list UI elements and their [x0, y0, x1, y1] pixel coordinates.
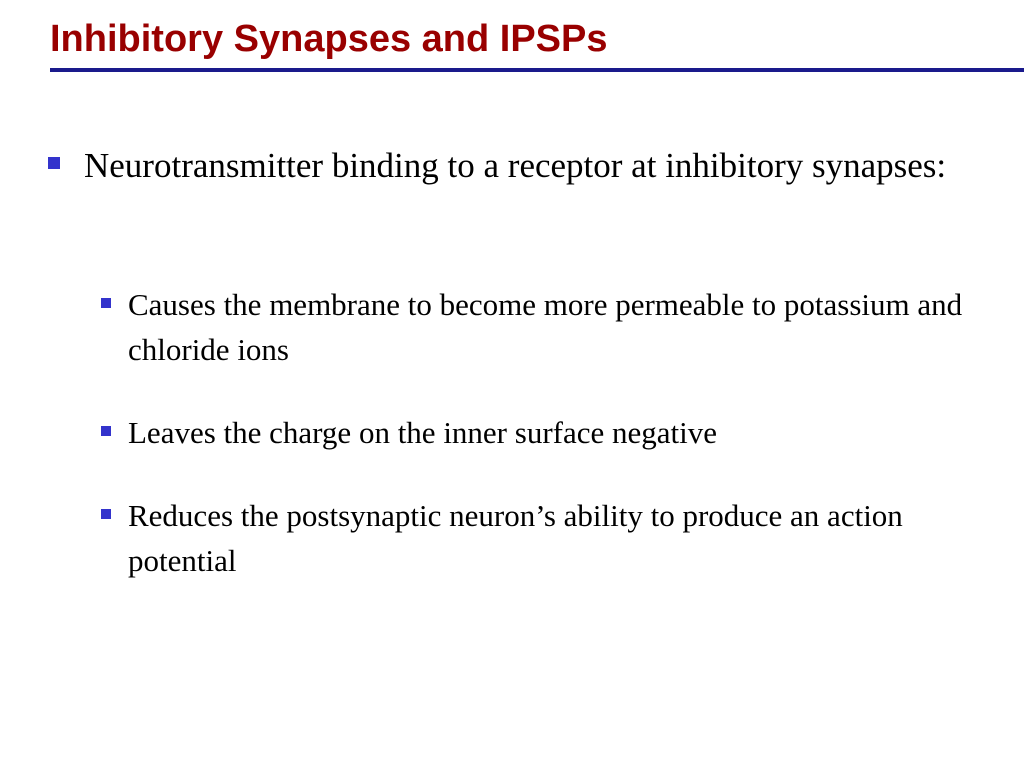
sub-bullet-text: Reduces the postsynaptic neuron’s ability to produce an action potential [128, 498, 903, 578]
sub-bullet-item [128, 282, 998, 372]
sub-bullet-item [128, 410, 998, 455]
square-bullet-icon [48, 157, 60, 169]
bullet-text: Neurotransmitter binding to a receptor at inhibitory synapses: [84, 146, 947, 185]
title-divider [50, 68, 1024, 72]
square-bullet-icon [101, 426, 111, 436]
square-bullet-icon [101, 509, 111, 519]
bullet-item [84, 142, 984, 190]
square-bullet-icon [101, 298, 111, 308]
slide-title: Inhibitory Synapses and IPSPs [50, 18, 608, 60]
sub-bullet-text: Causes the membrane to become more permeable to potassium and chloride ions [128, 287, 963, 367]
sub-bullet-item [128, 493, 998, 583]
sub-bullet-text: Leaves the charge on the inner surface negative [128, 415, 717, 450]
